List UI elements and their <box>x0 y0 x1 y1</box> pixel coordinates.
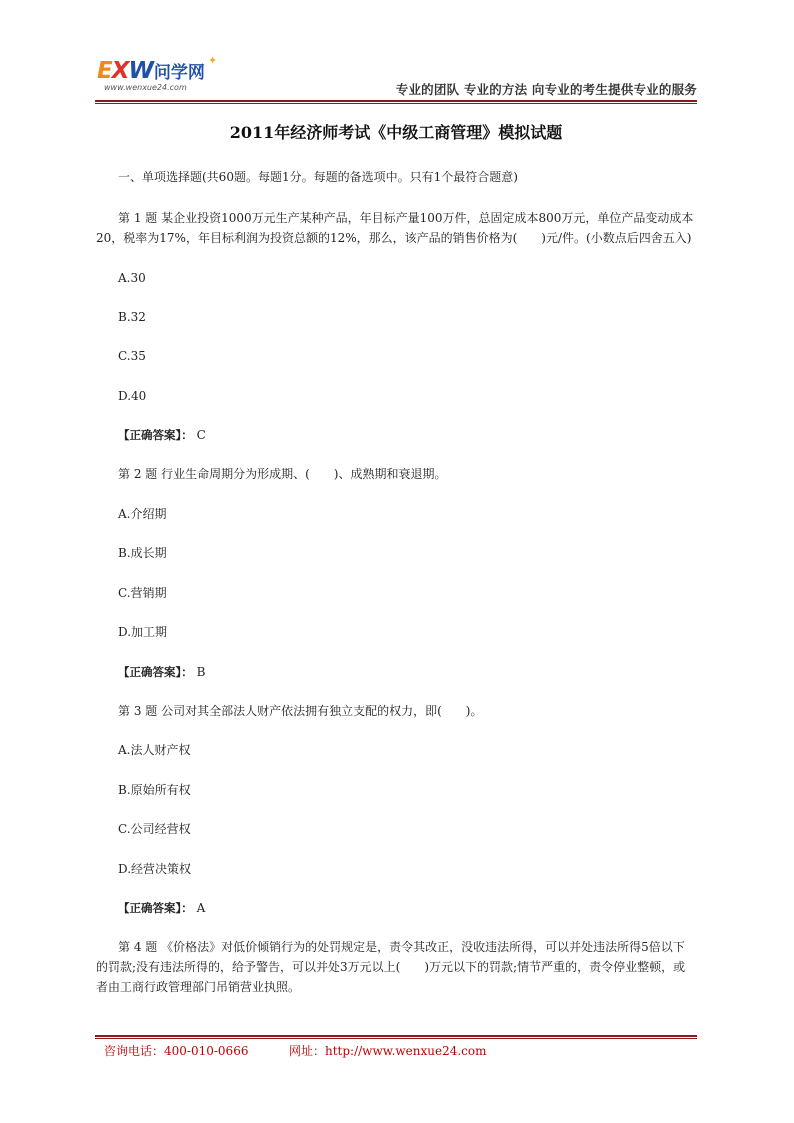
answer-line <box>118 898 205 918</box>
option-item: C.公司经营权 <box>118 822 191 836</box>
answer-line <box>118 425 206 445</box>
option-item: A.介绍期 <box>118 507 167 521</box>
answer-value: A <box>196 901 206 915</box>
question-stem: 第 4 题 《价格法》对低价倾销行为的处罚规定是，责令其改正，没收违法所得，可以并处违法所得5倍以下的罚款;没有违法所得的，给予警告，可以并处3万元以上( )万元以下的罚款;情节严重的，责令停业整顿，或者由工商行政管理部门吊销营业执照。 <box>96 940 686 994</box>
footer-website-link[interactable]: 网址：http://www.wenxue24.com <box>289 1044 487 1058</box>
logo-wordmark: EXW问学网 <box>97 58 205 84</box>
site-logo[interactable] <box>95 54 220 98</box>
option-item: C.35 <box>118 349 146 363</box>
answer-value: C <box>196 428 206 442</box>
header-slogan: 专业的团队 专业的方法 向专业的考生提供专业的服务 <box>395 82 697 97</box>
question-stem: 第 1 题 某企业投资1000万元生产某种产品，年目标产量100万件，总固定成本800万元，单位产品变动成本20，税率为17%，年目标利润为投资总额的12%，那么，该产品的销售价格为( )元/件。(小数点后四舍五入) <box>96 211 694 245</box>
page-header <box>95 56 697 104</box>
answer-label: 【正确答案】： <box>118 665 193 679</box>
footer-divider <box>95 1035 697 1039</box>
document-title: 2011年经济师考试《中级工商管理》模拟试题 <box>229 123 563 142</box>
option-item: B.32 <box>118 310 146 324</box>
option-item: D.加工期 <box>118 625 168 639</box>
answer-label: 【正确答案】： <box>118 901 193 915</box>
header-divider <box>95 100 697 104</box>
option-item: A.法人财产权 <box>118 743 191 757</box>
option-item: C.营销期 <box>118 586 167 600</box>
answer-label: 【正确答案】： <box>118 428 193 442</box>
section-intro: 一、单项选择题(共60题。每题1分。每题的备选项中。只有1个最符合题意) <box>118 170 518 184</box>
option-item: A.30 <box>118 271 146 285</box>
question-stem: 第 2 题 行业生命周期分为形成期、( )、成熟期和衰退期。 <box>118 467 447 481</box>
answer-value: B <box>196 665 206 679</box>
option-item: B.原始所有权 <box>118 783 191 797</box>
question-stem: 第 3 题 公司对其全部法人财产依法拥有独立支配的权力，即( )。 <box>118 704 483 718</box>
option-item: D.40 <box>118 389 147 403</box>
logo-cn: 问学网 <box>153 63 205 83</box>
answer-line <box>118 662 205 682</box>
footer-phone: 咨询电话：400-010-0666 <box>104 1044 249 1058</box>
option-item: D.经营决策权 <box>118 862 192 876</box>
logo-url: www.wenxue24.com <box>104 83 187 92</box>
star-icon: ✦ <box>208 54 218 67</box>
option-item: B.成长期 <box>118 546 167 560</box>
